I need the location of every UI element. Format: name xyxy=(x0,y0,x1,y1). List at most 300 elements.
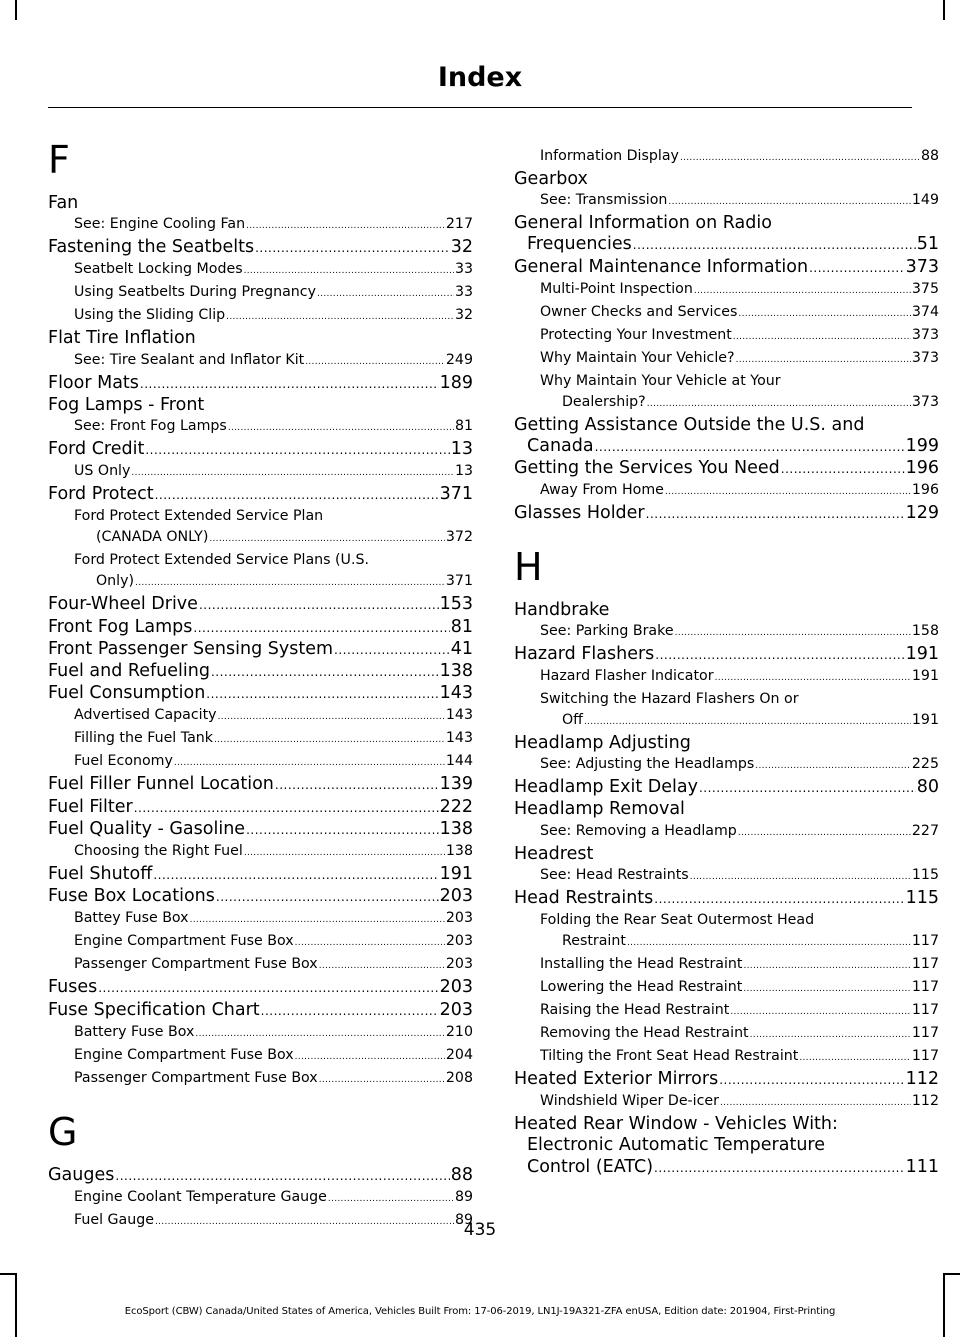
dot-leader xyxy=(275,775,439,796)
subentry-row xyxy=(74,1022,473,1045)
dot-leader xyxy=(214,730,445,751)
dot-leader xyxy=(720,1093,911,1114)
page-ref: 203 xyxy=(445,910,473,927)
page-ref: 191 xyxy=(911,668,939,685)
dot-leader xyxy=(755,756,911,777)
dot-leader xyxy=(328,1189,454,1210)
index-entry xyxy=(48,661,473,683)
dot-leader xyxy=(627,933,911,954)
index-entry xyxy=(48,977,473,999)
entry-row xyxy=(48,617,473,639)
index-subentry xyxy=(514,302,939,325)
subentry-row xyxy=(540,1023,939,1046)
dot-leader xyxy=(305,352,445,373)
index-subentry xyxy=(48,214,473,237)
index-heading: Handbrake xyxy=(514,599,610,620)
subentry-label: Information Display xyxy=(540,148,679,164)
page-ref: 51 xyxy=(916,234,939,255)
entry-label: Fuel Filler Funnel Location xyxy=(48,774,274,795)
index-entry xyxy=(48,639,473,661)
crop-mark xyxy=(15,1273,17,1337)
page-ref: 81 xyxy=(450,616,473,637)
index-entry xyxy=(514,644,939,666)
subentry-label: Passenger Compartment Fuse Box xyxy=(74,1069,318,1086)
subentry-row xyxy=(74,527,473,550)
page-ref: 249 xyxy=(445,351,473,368)
subentry-row xyxy=(74,931,473,954)
index-entry xyxy=(514,257,939,279)
subentry-label: See: Tire Sealant and Inflator Kit xyxy=(74,351,305,368)
subentry-label: Engine Compartment Fuse Box xyxy=(74,1046,294,1063)
subentry-label-line: Ford Protect Extended Service Plan xyxy=(74,508,324,525)
dot-leader xyxy=(209,529,445,550)
subentry-label-line: Ford Protect Extended Service Plans (U.S. xyxy=(74,552,369,569)
section-letter-f: F xyxy=(48,138,70,182)
dot-leader xyxy=(199,595,439,616)
crop-mark xyxy=(0,1273,16,1275)
page-ref: 373 xyxy=(911,349,939,366)
dot-leader xyxy=(690,867,911,888)
subentry-label: Fuel Economy xyxy=(74,753,173,770)
subentry-label: Engine Compartment Fuse Box xyxy=(74,933,294,950)
entry-label: Getting the Services You Need xyxy=(514,458,780,479)
index-subentry xyxy=(514,348,939,371)
dot-leader xyxy=(190,910,445,931)
index-list-f xyxy=(48,193,473,1091)
dot-leader xyxy=(633,235,916,256)
subentry-label: See: Removing a Headlamp xyxy=(540,822,737,839)
subentry-label: Multi-Point Inspection xyxy=(540,280,693,297)
dot-leader xyxy=(228,418,454,439)
subentry-row xyxy=(540,1046,939,1069)
subentry-label: See: Adjusting the Headlamps xyxy=(540,756,755,773)
index-entry xyxy=(48,439,473,461)
subentry-row xyxy=(540,279,939,302)
index-subentry xyxy=(48,550,473,594)
subentry-label: Only) xyxy=(96,573,135,590)
page-ref: 189 xyxy=(439,372,473,393)
subentry-row xyxy=(540,325,939,348)
subentry-row xyxy=(540,190,939,213)
dot-leader xyxy=(246,820,439,841)
subentry-row xyxy=(74,461,473,484)
dot-leader xyxy=(654,1158,905,1179)
page-ref: 153 xyxy=(439,594,473,615)
dot-leader xyxy=(694,281,911,302)
dot-leader xyxy=(680,148,920,169)
dot-leader xyxy=(595,437,905,458)
subentry-label: See: Parking Brake xyxy=(540,622,674,639)
page-title: Index xyxy=(437,62,523,93)
subentry-row xyxy=(540,954,939,977)
entry-row xyxy=(514,644,939,666)
entry-label: Floor Mats xyxy=(48,372,139,393)
index-subentry xyxy=(514,325,939,348)
subentry-label: See: Engine Cooling Fan xyxy=(74,216,246,233)
page-ref: 158 xyxy=(911,622,939,639)
subentry-label: US Only xyxy=(74,463,131,480)
dot-leader xyxy=(730,1002,911,1023)
page-ref: 203 xyxy=(445,933,473,950)
subentry-row xyxy=(540,146,939,169)
entry-row xyxy=(48,484,473,506)
page-ref: 373 xyxy=(911,326,939,343)
index-entry xyxy=(514,777,939,799)
page-ref: 196 xyxy=(905,458,939,479)
index-subentry xyxy=(48,350,473,373)
dot-leader xyxy=(153,865,438,886)
index-subentry xyxy=(514,146,939,169)
subentry-row xyxy=(74,954,473,977)
subentry-row xyxy=(540,710,939,733)
subentry-label: Raising the Head Restraint xyxy=(540,1002,730,1019)
dot-leader xyxy=(646,504,905,525)
subentry-row xyxy=(74,350,473,373)
subentry-row xyxy=(74,305,473,328)
index-entry xyxy=(514,213,939,256)
subentry-row xyxy=(540,302,939,325)
entry-label: Canada xyxy=(527,436,594,457)
index-subentry xyxy=(48,1022,473,1045)
page-ref: 143 xyxy=(439,683,473,704)
page-ref: 117 xyxy=(911,1025,939,1042)
subentry-row xyxy=(74,214,473,237)
page-ref: 143 xyxy=(445,707,473,724)
entry-label-line: General Information on Radio xyxy=(514,213,772,234)
page-ref: 191 xyxy=(905,643,939,664)
entry-label: Fastening the Seatbelts xyxy=(48,237,255,258)
subentry-label: See: Head Restraints xyxy=(540,866,689,883)
page-ref: 203 xyxy=(439,886,473,907)
dot-leader xyxy=(809,258,905,279)
entry-row xyxy=(48,594,473,616)
dot-leader xyxy=(211,662,439,683)
subentry-label: Fuel Gauge xyxy=(74,1212,154,1229)
dot-leader xyxy=(244,843,445,864)
subentry-row xyxy=(540,348,939,371)
page-ref: 88 xyxy=(450,1164,473,1185)
page-ref: 139 xyxy=(439,774,473,795)
page-ref: 89 xyxy=(454,1189,473,1206)
section-letter-g: G xyxy=(48,1109,78,1154)
index-list-h xyxy=(514,600,939,1179)
page-ref: 217 xyxy=(445,216,473,233)
dot-leader xyxy=(781,459,905,480)
index-subentry xyxy=(514,190,939,213)
page-ref: 81 xyxy=(454,418,473,435)
entry-row xyxy=(48,977,473,999)
dot-leader xyxy=(134,798,439,819)
subentry-row xyxy=(74,908,473,931)
entry-label: Control (EATC) xyxy=(527,1156,654,1177)
dot-leader xyxy=(334,640,450,661)
entry-label: Four-Wheel Drive xyxy=(48,594,198,615)
dot-leader xyxy=(246,216,445,237)
dot-leader xyxy=(98,978,438,999)
entry-row xyxy=(514,458,939,480)
entry-row xyxy=(48,639,473,661)
page-ref: 32 xyxy=(450,237,473,258)
index-entry xyxy=(48,1000,473,1022)
entry-row xyxy=(48,683,473,705)
dot-leader xyxy=(799,1048,911,1069)
dot-leader xyxy=(319,1070,445,1091)
subentry-row xyxy=(74,705,473,728)
index-subentry xyxy=(48,1045,473,1068)
index-subentry xyxy=(48,416,473,439)
index-entry xyxy=(48,484,473,506)
index-subentry xyxy=(514,865,939,888)
subentry-row xyxy=(540,821,939,844)
subentry-row xyxy=(74,751,473,774)
index-subentry xyxy=(48,305,473,328)
entry-row xyxy=(48,774,473,796)
subentry-label: Tilting the Front Seat Head Restraint xyxy=(540,1048,799,1065)
subentry-row xyxy=(74,841,473,864)
entry-row xyxy=(514,777,939,799)
dot-leader xyxy=(115,1166,449,1187)
index-subentry xyxy=(48,282,473,305)
entry-row xyxy=(48,886,473,908)
entry-row xyxy=(514,503,939,525)
subentry-label: Advertised Capacity xyxy=(74,707,217,724)
subentry-label: Off xyxy=(562,712,583,729)
dot-leader xyxy=(750,1025,911,1046)
subentry-label: Using Seatbelts During Pregnancy xyxy=(74,284,316,301)
index-subentry xyxy=(514,1000,939,1023)
page-ref: 227 xyxy=(911,822,939,839)
crop-mark xyxy=(944,1273,960,1275)
dot-leader xyxy=(193,618,449,639)
index-subentry xyxy=(514,754,939,777)
page-ref: 191 xyxy=(911,712,939,729)
subentry-label: Hazard Flasher Indicator xyxy=(540,668,714,685)
dot-leader xyxy=(319,956,445,977)
index-entry xyxy=(48,864,473,886)
index-subentry xyxy=(48,728,473,751)
dot-leader xyxy=(195,1024,445,1045)
subentry-row xyxy=(540,754,939,777)
index-subentry xyxy=(48,259,473,282)
entry-label: Heated Exterior Mirrors xyxy=(514,1069,719,1090)
page-ref: 117 xyxy=(911,956,939,973)
index-heading: Fog Lamps - Front xyxy=(48,394,205,415)
page-ref: 203 xyxy=(439,999,473,1020)
entry-label: Gauges xyxy=(48,1164,115,1185)
entry-label: Fuel Quality - Gasoline xyxy=(48,818,246,839)
page-ref: 203 xyxy=(439,977,473,998)
page-ref: 138 xyxy=(445,843,473,860)
index-entry xyxy=(48,594,473,616)
dot-leader xyxy=(295,933,445,954)
subentry-label: (CANADA ONLY) xyxy=(96,529,209,546)
page-ref: 375 xyxy=(911,280,939,297)
subentry-row xyxy=(74,571,473,594)
dot-leader xyxy=(654,889,904,910)
index-subentry xyxy=(48,506,473,550)
entry-label: Fuses xyxy=(48,977,98,998)
subentry-label: Away From Home xyxy=(540,482,664,499)
entry-label: Fuel Shutoff xyxy=(48,864,153,885)
crop-mark xyxy=(943,1273,945,1337)
index-subentry xyxy=(48,751,473,774)
page-ref: 33 xyxy=(454,284,473,301)
subentry-label: See: Front Fog Lamps xyxy=(74,418,227,435)
entry-label: Fuel Filter xyxy=(48,796,133,817)
dot-leader xyxy=(699,778,916,799)
index-entry xyxy=(514,1114,939,1179)
index-entry xyxy=(48,237,473,259)
page-ref: 371 xyxy=(439,484,473,505)
index-heading: Headrest xyxy=(514,843,594,864)
dot-leader xyxy=(244,261,454,282)
entry-row xyxy=(48,661,473,683)
subentry-label: Owner Checks and Services xyxy=(540,303,738,320)
subentry-row xyxy=(540,621,939,644)
index-entry xyxy=(48,886,473,908)
entry-label: Fuel Consumption xyxy=(48,683,206,704)
dot-leader xyxy=(255,238,450,259)
subentry-label: Battery Fuse Box xyxy=(74,1023,195,1040)
page-ref: 210 xyxy=(445,1023,473,1040)
index-entry xyxy=(48,683,473,705)
subentry-row xyxy=(74,1068,473,1091)
index-subentry xyxy=(514,666,939,689)
dot-leader xyxy=(145,440,449,461)
page-ref: 138 xyxy=(439,818,473,839)
dot-leader xyxy=(226,307,454,328)
index-entry xyxy=(48,617,473,639)
page-ref: 373 xyxy=(911,393,939,410)
index-subentry xyxy=(48,705,473,728)
entry-label: Glasses Holder xyxy=(514,503,645,524)
index-heading: Gearbox xyxy=(514,169,588,189)
dot-leader xyxy=(743,979,911,1000)
page-ref: 117 xyxy=(911,979,939,996)
index-subentry xyxy=(514,279,939,302)
index-heading: Headlamp Removal xyxy=(514,799,685,820)
crop-mark xyxy=(943,0,945,20)
index-entry xyxy=(514,503,939,525)
subentry-row xyxy=(74,416,473,439)
index-subentry xyxy=(514,954,939,977)
page-ref: 32 xyxy=(454,307,473,324)
subentry-label: Lowering the Head Restraint xyxy=(540,979,743,996)
page-ref: 89 xyxy=(454,1212,473,1229)
index-subentry xyxy=(514,1091,939,1114)
index-subentry xyxy=(48,954,473,977)
dot-leader xyxy=(743,956,910,977)
page-ref: 203 xyxy=(445,956,473,973)
subentry-row xyxy=(74,728,473,751)
subentry-label-line: Switching the Hazard Flashers On or xyxy=(540,691,799,708)
entry-label: Ford Protect xyxy=(48,484,154,505)
page-ref: 117 xyxy=(911,933,939,950)
dot-leader xyxy=(719,1070,904,1091)
page-ref: 372 xyxy=(445,529,473,546)
dot-leader xyxy=(647,394,911,415)
page-ref: 111 xyxy=(905,1156,939,1177)
index-column-left xyxy=(48,139,473,1233)
page-ref: 204 xyxy=(445,1046,473,1063)
index-heading: Fan xyxy=(48,193,79,213)
page-ref: 129 xyxy=(905,503,939,524)
page-ref: 41 xyxy=(450,638,473,659)
page-ref: 117 xyxy=(911,1048,939,1065)
page-ref: 371 xyxy=(445,573,473,590)
page-ref: 112 xyxy=(905,1069,939,1090)
page-number: 435 xyxy=(463,1220,497,1240)
entry-label: Head Restraints xyxy=(514,887,654,908)
dot-leader xyxy=(140,374,439,395)
entry-label: Front Fog Lamps xyxy=(48,616,193,637)
subentry-row xyxy=(74,259,473,282)
index-entry xyxy=(48,819,473,841)
subentry-row xyxy=(74,1187,473,1210)
page-ref: 143 xyxy=(445,730,473,747)
index-subentry xyxy=(514,1023,939,1046)
subentry-label: Windshield Wiper De-icer xyxy=(540,1093,719,1110)
entry-row xyxy=(48,237,473,259)
entry-row xyxy=(514,257,939,279)
entry-label: Hazard Flashers xyxy=(514,643,655,664)
dot-leader xyxy=(155,485,439,506)
crop-mark xyxy=(15,0,17,20)
dot-leader xyxy=(665,482,911,503)
page-ref: 374 xyxy=(911,303,939,320)
subentry-row xyxy=(540,931,939,954)
page-ref: 80 xyxy=(916,777,939,798)
index-entry xyxy=(514,458,939,480)
subentry-label: Battey Fuse Box xyxy=(74,910,189,927)
index-subentry xyxy=(514,621,939,644)
page-ref: 13 xyxy=(450,439,473,460)
subentry-row xyxy=(74,1045,473,1068)
entry-label: General Maintenance Information xyxy=(514,256,809,277)
index-subentry xyxy=(514,480,939,503)
index-subentry xyxy=(514,1046,939,1069)
page-ref: 191 xyxy=(439,864,473,885)
index-heading: Flat Tire Inflation xyxy=(48,328,196,349)
subentry-label: Engine Coolant Temperature Gauge xyxy=(74,1189,327,1206)
index-subentry xyxy=(48,841,473,864)
dot-leader xyxy=(715,668,911,689)
index-column-right xyxy=(514,146,939,1179)
subentry-row xyxy=(74,282,473,305)
footer-edition-info: EcoSport (CBW) Canada/United States of America, Vehicles Built From: 17-06-2019, LN1J-19A321-ZFA enUSA, Edition date: 201904, First-Printing xyxy=(124,1306,836,1317)
dot-leader xyxy=(206,684,438,705)
page-ref: 373 xyxy=(905,256,939,277)
page-ref: 138 xyxy=(439,661,473,682)
index-subentry xyxy=(514,371,939,415)
page-ref: 33 xyxy=(454,261,473,278)
subentry-row xyxy=(540,392,939,415)
subentry-label: Why Maintain Your Vehicle? xyxy=(540,349,735,366)
dot-leader xyxy=(738,823,911,844)
entry-label: Ford Credit xyxy=(48,439,145,460)
index-entry xyxy=(48,1165,473,1187)
page-ref: 222 xyxy=(439,796,473,817)
subentry-label: Using the Sliding Clip xyxy=(74,307,226,324)
page-ref: 115 xyxy=(905,887,939,908)
subentry-label: Protecting Your Investment xyxy=(540,326,732,343)
subentry-label-line: Folding the Rear Seat Outermost Head xyxy=(540,912,815,929)
dot-leader xyxy=(216,887,439,908)
entry-label-line: Getting Assistance Outside the U.S. and xyxy=(514,414,865,435)
subentry-label: See: Transmission xyxy=(540,192,668,209)
page-ref: 208 xyxy=(445,1069,473,1086)
entry-row xyxy=(48,373,473,395)
